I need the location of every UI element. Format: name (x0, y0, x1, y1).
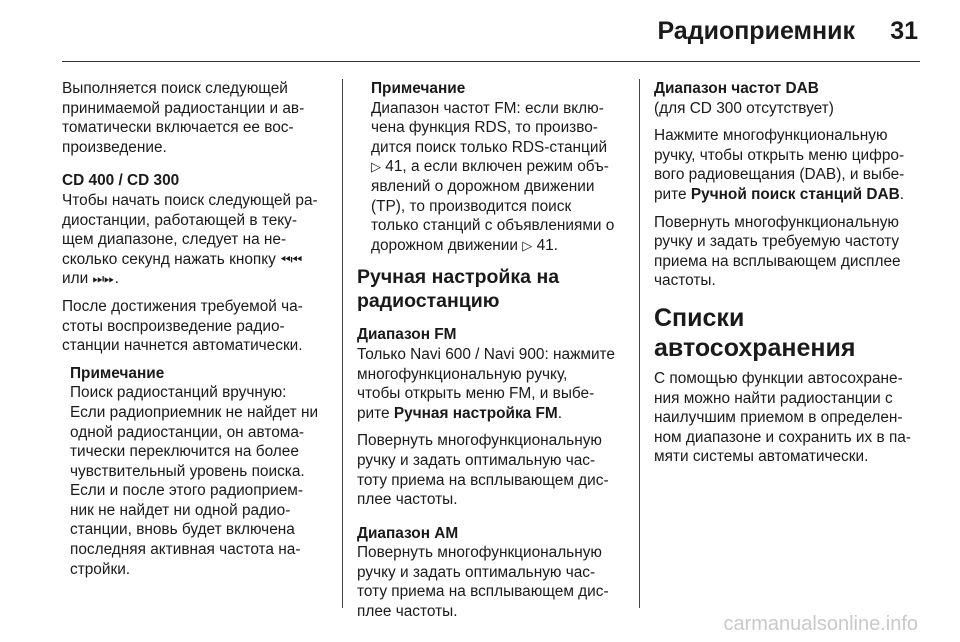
note-block: Примечание Поиск радиостанций вручную: Если радиоприемник не найдет ни одной радиостанции, он автома- тически переключится на более чувствительный уровень поиска. Если и после этого радиоприем- ник не найдет ни одной радио- станции, вновь будет включена последняя активная частота на- стройки. (70, 364, 334, 580)
lists-paragraph: С помощью функции автосохране- ния можно найти радиостанции с наилучшим приемом в определен- ном диапазоне и сохранить их в па- мяти системы автоматически. (654, 369, 911, 466)
cd-paragraph: Чтобы начать поиск следующей ра- диостанции, работающей в теку- щем диапазоне, следует на не- сколько секунд нажать кнопку ⏪︎⏮︎ или ⏭︎⏩︎. (62, 191, 318, 288)
dab-paragraph-2: Повернуть многофункциональную ручку и задать требуемую частоту приема на всплывающем дисплее частоты. (654, 213, 901, 290)
intro-paragraph: Выполняется поиск следующей принимаемой радиостанции и ав- томатически включается ее вос- произведение. (62, 80, 305, 156)
column-right (654, 79, 924, 475)
section-heading: Ручная настройка на радиостанцию (357, 266, 560, 313)
menu-item-label: Ручной поиск станций DAB (690, 185, 900, 203)
fm-paragraph-2: Повернуть многофункциональную ручку и задать оптимальную час- тоту приема на всплывающем дис- плее частоты. (357, 432, 609, 509)
column-divider (342, 79, 343, 608)
note-block: Примечание Диапазон частот FM: если вклю- чена функция RDS, то произво- дится поиск только RDS-станций ▷ 41, а если включен режим объ- явлений о дорожном движении (TP), то производится поиск только станций с объявлениями о дорожном движении ▷ 41. (371, 79, 627, 255)
column-middle (357, 79, 627, 630)
lists-heading: Списки автосохранения (654, 303, 856, 362)
page-number: 31 (890, 17, 918, 45)
cd-heading: CD 400 / CD 300 (62, 172, 180, 190)
seek-forward-icon: ⏭︎⏩︎ (92, 271, 115, 287)
note-title: Примечание (371, 80, 466, 97)
dab-paragraph: Нажмите многофункциональную ручку, чтобы открыть меню цифро- вого радиовещания (DAB), и выбе- рите Ручной поиск станций DAB. (654, 127, 905, 203)
page-header (0, 0, 960, 62)
dab-heading: Диапазон частот DAB (654, 80, 819, 97)
page-title: Радиоприемник (657, 17, 855, 45)
fm-paragraph: Только Navi 600 / Navi 900: нажмите многофункциональную ручку, чтобы открыть меню FM, и выбе- рите Ручная настройка FM. (357, 345, 615, 422)
seek-back-icon: ⏪︎⏮︎ (280, 251, 303, 267)
column-divider (639, 79, 640, 608)
am-paragraph: Повернуть многофункциональную ручку и задать оптимальную час- тоту приема на всплывающем дис- плее частоты. (357, 544, 609, 621)
column-left (62, 79, 334, 587)
reference-triangle-icon: ▷ (371, 159, 381, 175)
header-divider (62, 61, 920, 62)
fm-heading: Диапазон FM (357, 326, 457, 344)
note-title: Примечание (70, 364, 165, 382)
reference-triangle-icon: ▷ (522, 237, 533, 253)
after-paragraph: После достижения требуемой ча- стоты воспроизведение радио- станции начнется автоматически. (62, 297, 303, 355)
menu-item-label: Ручная настройка FM (393, 404, 558, 422)
am-heading: Диапазон AM (357, 524, 459, 542)
dab-subtitle: (для CD 300 отсутствует) (654, 99, 834, 117)
watermark: carmanualsonline.info (723, 613, 918, 635)
